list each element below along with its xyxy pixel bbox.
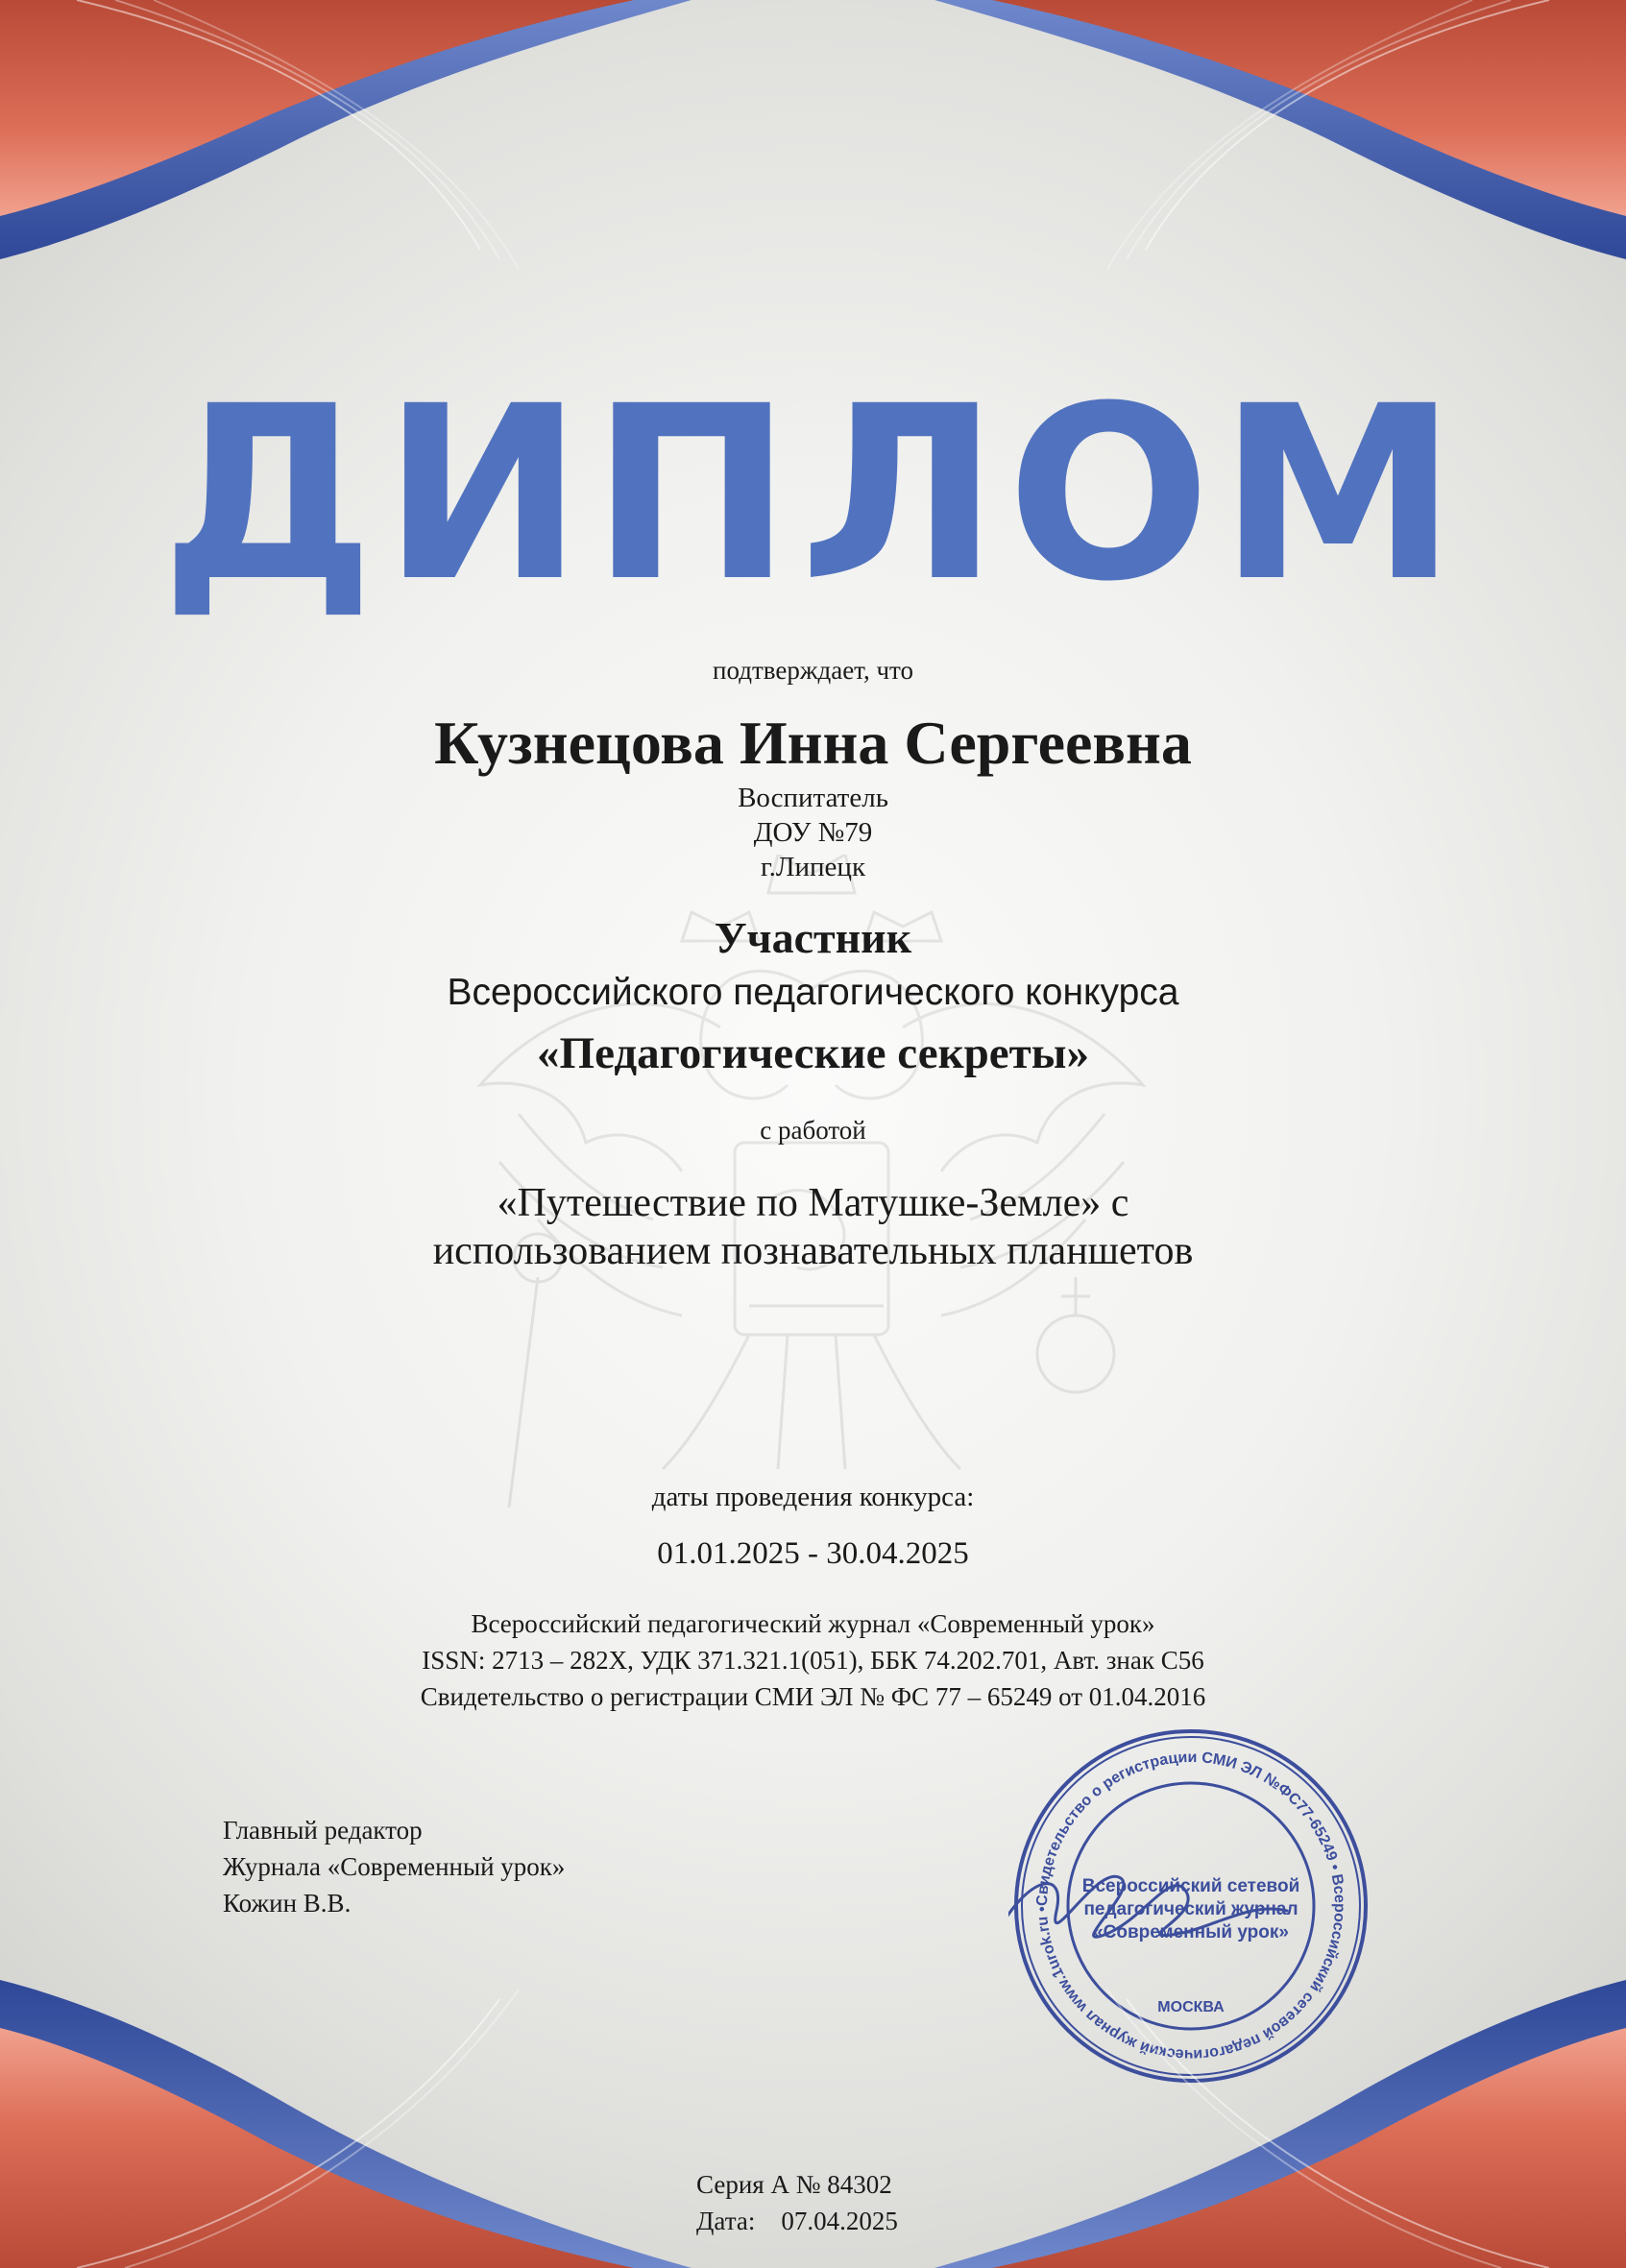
issue-date-value: 07.04.2025 — [781, 2207, 898, 2235]
top-ribbon-decoration — [0, 0, 1626, 317]
issue-date-label: Дата: — [696, 2207, 756, 2235]
journal-info — [0, 1605, 1626, 1715]
journal-issn: ISSN: 2713 – 282X, УДК 371.321.1(051), ББК 74.202.701, Авт. знак С56 — [422, 1646, 1204, 1675]
with-work-label: с работой — [760, 1116, 866, 1145]
journal-name: Всероссийский педагогический журнал «Современный урок» — [471, 1609, 1155, 1638]
serial-block — [696, 2166, 898, 2239]
editor-journal: Журнала «Современный урок» — [223, 1852, 566, 1881]
recipient-city: г.Липецк — [760, 852, 866, 882]
chief-editor-block — [223, 1812, 565, 1921]
journal-registration: Свидетельство о регистрации СМИ ЭЛ № ФС 77 – 65249 от 01.04.2016 — [420, 1682, 1206, 1711]
work-title-line-2: использованием познавательных планшетов — [432, 1229, 1194, 1273]
contest-type: Всероссийского педагогического конкурса — [447, 972, 1179, 1013]
stamp-city: МОСКВА — [1157, 1999, 1225, 2015]
stamp-center-line-1: Всероссийский сетевой — [1081, 1876, 1300, 1896]
work-title-line-1: «Путешествие по Матушке-Земле» с — [497, 1181, 1129, 1225]
diploma-title: ДИПЛОМ — [160, 354, 1466, 634]
contest-name: «Педагогические секреты» — [537, 1028, 1089, 1078]
work-title — [0, 1179, 1626, 1275]
contest-dates-label: даты проведения конкурса: — [651, 1482, 975, 1512]
editor-name: Кожин В.В. — [223, 1889, 352, 1918]
stamp-center-line-2: педагогический журнал — [1083, 1899, 1298, 1919]
recipient-name: Кузнецова Инна Сергеевна — [434, 709, 1192, 777]
recipient-position: Воспитатель — [738, 783, 888, 813]
stamp-ring-text: Свидетельство о регистрации СМИ ЭЛ №ФС77-65249 • Всероссийский сетевой педагогический журнал www.1urok.ru • — [1033, 1749, 1348, 2063]
editor-role: Главный редактор — [223, 1816, 423, 1845]
stamp-center-line-3: «Современный урок» — [1093, 1922, 1289, 1942]
contest-dates-value: 01.01.2025 - 30.04.2025 — [657, 1536, 969, 1571]
confirms-text: подтверждает, что — [713, 656, 913, 685]
award-status: Участник — [714, 913, 912, 962]
recipient-organization: ДОУ №79 — [753, 817, 873, 848]
serial-number: Серия А № 84302 — [696, 2170, 892, 2199]
issue-date-row — [696, 2203, 898, 2239]
